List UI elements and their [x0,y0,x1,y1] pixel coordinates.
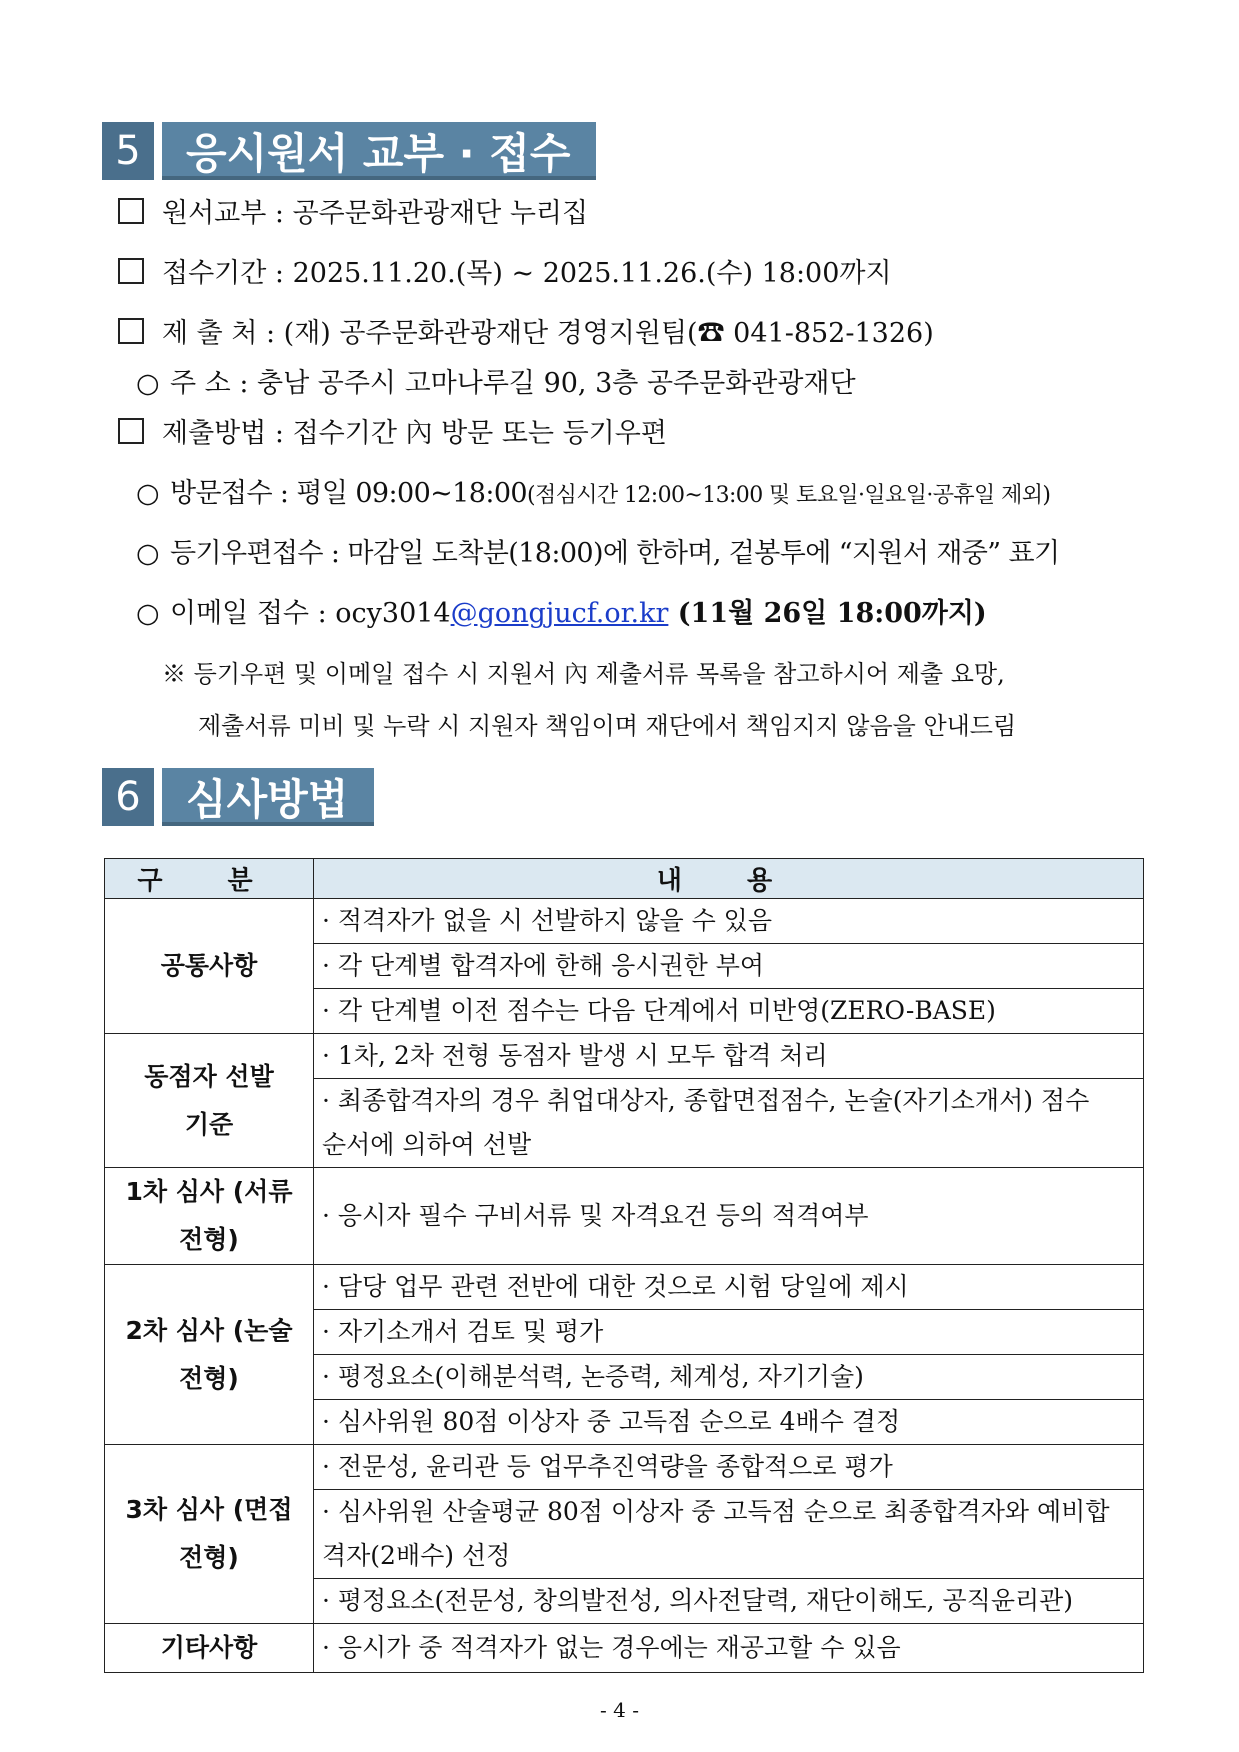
evaluation-table [104,858,1144,1673]
category-cell: 공통사항 [105,899,314,1034]
method-line: 제출방법 : 접수기간 內 방문 또는 등기우편 [118,416,667,452]
email-link[interactable]: @gongjucf.or.kr [450,598,669,629]
email-line: ○ 이메일 접수 : ocy3014@gongjucf.or.kr (11월 26일 18:00까지) [136,596,987,632]
page-number: - 4 - [600,1698,639,1722]
distribution-line: 원서교부 : 공주문화관광재단 누리집 [118,196,588,232]
checkbox-icon [118,318,144,344]
circle-bullet-icon: ○ [136,478,159,509]
section6-header [102,768,374,826]
item-cell: · 응시가 중 적격자가 없는 경우에는 재공고할 수 있음 [314,1624,1144,1673]
table-row [105,1034,1144,1079]
circle-bullet-icon: ○ [136,598,160,629]
table-row [105,899,1144,944]
section6-title: 심사방법 [162,768,374,826]
header-content: 내 용 [314,859,1144,899]
section5-header [102,122,596,180]
circle-bullet-icon: ○ [136,538,159,569]
item-cell: · 적격자가 없을 시 선발하지 않을 수 있음 [314,899,1144,944]
header-category: 구 분 [105,859,314,899]
category-cell: 3차 심사 (면접 전형) [105,1445,314,1624]
item-cell: · 각 단계별 이전 점수는 다음 단계에서 미반영(ZERO-BASE) [314,989,1144,1034]
item-cell: · 전문성, 윤리관 등 업무추진역량을 종합적으로 평가 [314,1445,1144,1490]
category-cell: 2차 심사 (논술 전형) [105,1265,314,1445]
note-line-1: ※ 등기우편 및 이메일 접수 시 지원서 內 제출서류 목록을 참고하시어 제출 요망, [162,660,1005,688]
section6-number: 6 [102,768,158,826]
category-cell: 1차 심사 (서류 전형) [105,1168,314,1265]
visit-line: ○ 방문접수 : 평일 09:00~18:00(점심시간 12:00~13:00 및 토요일·일요일·공휴일 제외) [136,476,1050,514]
item-cell: · 최종합격자의 경우 취업대상자, 종합면접점수, 논술(자기소개서) 점수 순서에 의하여 선발 [314,1079,1144,1168]
section5-title: 응시원서 교부 · 접수 [162,122,596,180]
checkbox-icon [118,198,144,224]
item-cell: · 평정요소(이해분석력, 논증력, 체계성, 자기기술) [314,1355,1144,1400]
checkbox-icon [118,258,144,284]
item-cell: · 평정요소(전문성, 창의발전성, 의사전달력, 재단이해도, 공직윤리관) [314,1579,1144,1624]
table-row [105,1265,1144,1310]
table-header-row [105,859,1144,899]
table-row [105,1168,1144,1265]
section5-number: 5 [102,122,158,180]
item-cell: · 자기소개서 검토 및 평가 [314,1310,1144,1355]
item-cell: · 심사위원 80점 이상자 중 고득점 순으로 4배수 결정 [314,1400,1144,1445]
mail-line: ○ 등기우편접수 : 마감일 도착분(18:00)에 한하며, 겉봉투에 “지원서 재중” 표기 [136,536,1059,572]
item-cell: · 1차, 2차 전형 동점자 발생 시 모두 합격 처리 [314,1034,1144,1079]
note-line-2: 제출서류 미비 및 누락 시 지원자 책임이며 재단에서 책임지지 않음을 안내드림 [198,712,1017,740]
item-cell: · 응시자 필수 구비서류 및 자격요건 등의 적격여부 [314,1168,1144,1265]
category-cell: 기타사항 [105,1624,314,1673]
checkbox-icon [118,418,144,444]
submit-to-line: 제 출 처 : (재) 공주문화관광재단 경영지원팀(☎ 041-852-1326) [118,316,934,352]
table-row [105,1445,1144,1490]
item-cell: · 심사위원 산술평균 80점 이상자 중 고득점 순으로 최종합격자와 예비합격자(2배수) 선정 [314,1490,1144,1579]
item-cell: · 각 단계별 합격자에 한해 응시권한 부여 [314,944,1144,989]
table-row [105,1624,1144,1673]
address-line: ○ 주 소 : 충남 공주시 고마나루길 90, 3층 공주문화관광재단 [136,366,856,402]
circle-bullet-icon: ○ [136,368,160,399]
item-cell: · 담당 업무 관련 전반에 대한 것으로 시험 당일에 제시 [314,1265,1144,1310]
period-line: 접수기간 : 2025.11.20.(목) ~ 2025.11.26.(수) 18:00까지 [118,256,892,292]
category-cell: 동점자 선발기준 [105,1034,314,1168]
